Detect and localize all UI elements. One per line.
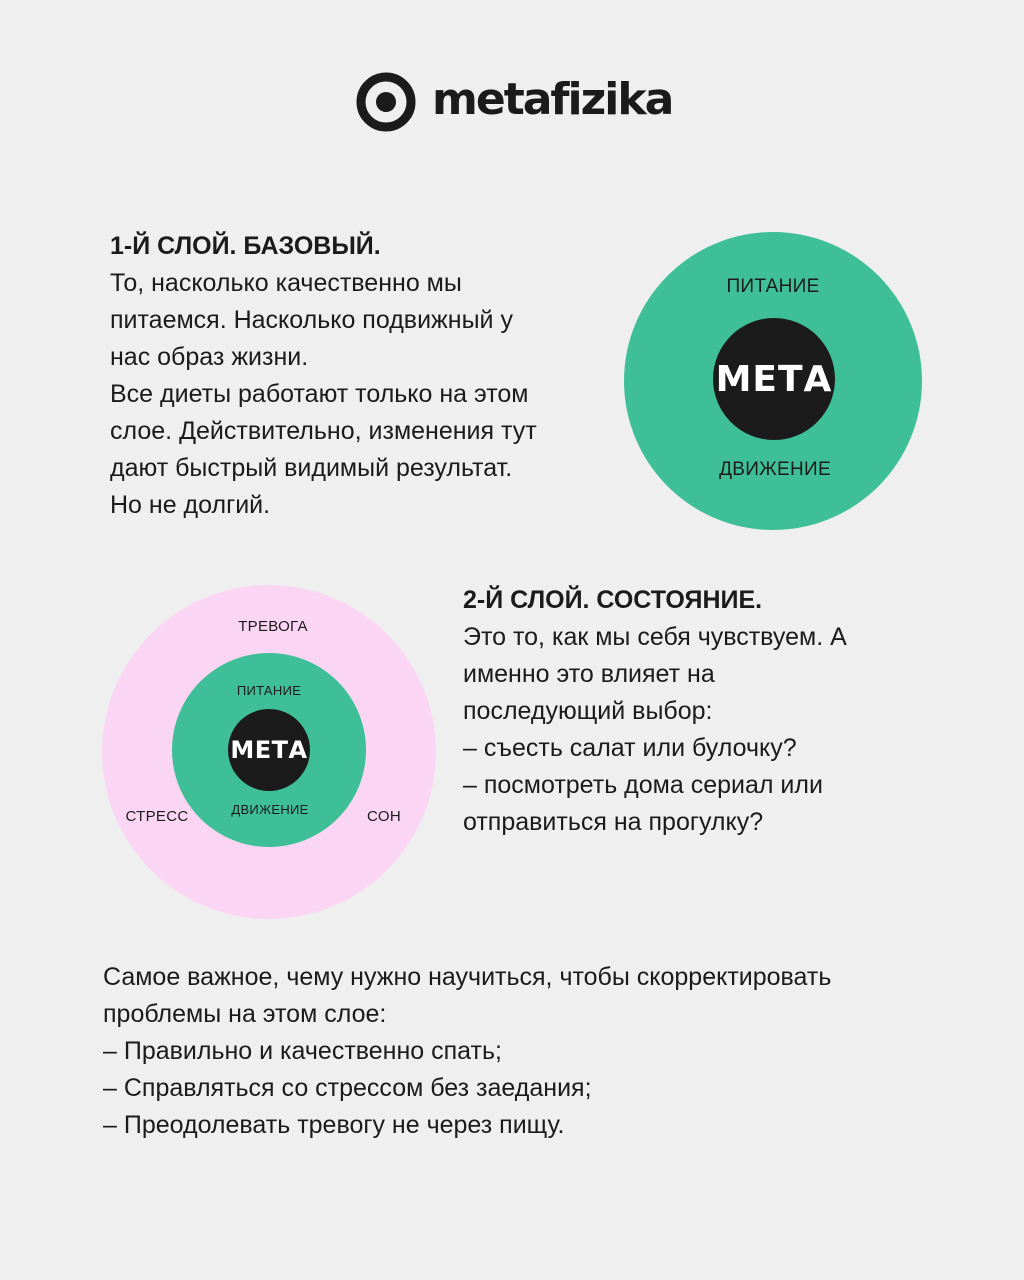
conclusion-line: проблемы на этом слое: [103,1000,387,1028]
layer2-line: отправиться на прогулку? [463,808,764,836]
layer2-line: последующий выбор: [463,697,713,725]
layer2-line: – съесть салат или булочку? [463,734,797,762]
layer2-line: – посмотреть дома сериал или [463,771,823,799]
layer1-line: дают быстрый видимый результат. [110,454,513,482]
layer1-title: 1-Й СЛОЙ. БАЗОВЫЙ. [110,232,381,260]
layer2-inner-top-label: ПИТАНИЕ [236,683,302,698]
layer1-line: слое. Действительно, изменения тут [110,417,537,445]
layer1-top-label: ПИТАНИЕ [726,276,820,297]
layer2-outer-left-label: СТРЕСС [125,808,189,825]
layer1-center-label: МЕТА [715,358,833,400]
conclusion-line: – Справляться со стрессом без заедания; [103,1074,592,1102]
layer2-inner-bottom-label: ДВИЖЕНИЕ [231,802,309,817]
layer2-title: 2-Й СЛОЙ. СОСТОЯНИЕ. [463,586,763,614]
conclusion-line: – Правильно и качественно спать; [103,1037,502,1065]
layer1-bottom-label: ДВИЖЕНИЕ [719,459,831,480]
conclusion-line: Самое важное, чему нужно научиться, чтобы скорректировать [103,963,832,991]
layer2-center-label: МЕТА [230,736,308,764]
layer2-outer-top-label: ТРЕВОГА [238,618,308,635]
target-icon [356,72,416,132]
layer1-line: Все диеты работают только на этом [110,380,529,408]
layer1-line: питаемся. Насколько подвижный у [110,306,513,334]
brand-logo [356,70,672,134]
conclusion-line: – Преодолевать тревогу не через пищу. [103,1111,565,1139]
layer2-line: именно это влияет на [463,660,715,688]
conclusion-text [103,959,831,1144]
layer1-center-circle [713,318,835,440]
layer2-outer-right-label: СОН [367,808,401,825]
layer1-line: нас образ жизни. [110,343,309,371]
brand-name: metafizika [432,74,673,125]
layer1-line: То, насколько качественно мы [110,269,462,297]
layer2-text [463,582,847,841]
layer2-line: Это то, как мы себя чувствуем. А [463,623,847,651]
layer1-text [110,228,537,524]
layer2-center-circle [228,709,310,791]
layer1-line: Но не долгий. [110,491,271,519]
